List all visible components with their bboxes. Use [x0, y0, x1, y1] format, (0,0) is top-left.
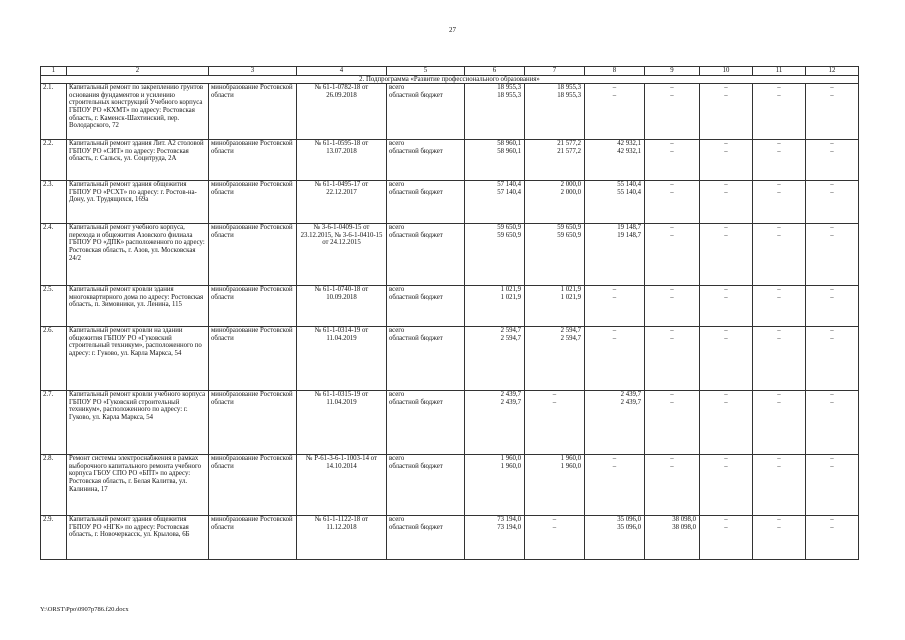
amount-value: –	[612, 84, 617, 92]
amount-c12	[806, 224, 859, 286]
amount-c11	[753, 516, 806, 560]
amount-value: –	[830, 462, 834, 470]
amount-value: –	[724, 334, 728, 342]
amount-c11	[753, 455, 806, 516]
amount-value: –	[830, 224, 834, 232]
amount-value: 21 577,2	[557, 147, 581, 155]
amount-c8	[585, 455, 645, 516]
amount-c6	[465, 327, 525, 391]
amount-value: –	[830, 231, 834, 239]
executor: минобразование Ростовской области	[209, 84, 297, 140]
funding-source	[387, 224, 465, 286]
amount-value: 59 650,9	[557, 231, 581, 239]
table-row	[41, 516, 859, 560]
amount-value: –	[670, 224, 674, 232]
amount-value: 2 000,0	[560, 181, 581, 189]
amount-value: –	[830, 181, 834, 189]
event-name: Капитальный ремонт здания общежития ГБПОУ РО «РСХТ» по адресу: г. Ростов-на-Дону, ул. Трудящихся, 169а	[67, 181, 209, 224]
amount-value: 2 594,7	[560, 327, 581, 335]
amount-value: 38 098,0	[672, 516, 696, 524]
amount-c9	[645, 84, 700, 140]
amount-value: –	[777, 327, 781, 335]
amount-value: –	[777, 286, 781, 294]
amount-c10	[700, 181, 753, 224]
amount-c12	[806, 455, 859, 516]
subprogram-row	[41, 75, 859, 84]
amount-c10	[700, 84, 753, 140]
amount-value: –	[612, 334, 617, 342]
executor: минобразование Ростовской области	[209, 327, 297, 391]
amount-value: –	[777, 398, 781, 406]
amount-value: 42 932,1	[617, 147, 641, 155]
amount-c7	[525, 455, 585, 516]
amount-value: –	[777, 523, 781, 531]
amount-value: –	[670, 231, 674, 239]
amount-value: –	[777, 391, 781, 399]
executor: минобразование Ростовской области	[209, 455, 297, 516]
amount-c11	[753, 181, 806, 224]
amount-value: –	[552, 398, 557, 406]
funding-source-line: областной бюджет	[389, 462, 443, 470]
column-number-4: 4	[297, 67, 387, 76]
subprogram-title: 2. Подпрограмма «Развитие профессионального образования»	[41, 75, 859, 84]
amount-value: –	[777, 188, 781, 196]
amount-value: –	[670, 84, 674, 92]
amount-value: –	[724, 327, 728, 335]
amount-c11	[753, 286, 806, 327]
amount-value: 2 594,7	[500, 327, 521, 335]
column-number-6: 6	[465, 67, 525, 76]
event-name: Капитальный ремонт кровли здания многоквартирного дома по адресу: Ростовская область, п. Зимовники, ул. Ленина, 115	[67, 286, 209, 327]
funding-source-line: областной бюджет	[389, 523, 443, 531]
event-name: Капитальный ремонт по закреплению грунтов основания фундаментов и усилению строительных конструкций Учебного корпуса ГБПОУ РО «КХМТ» по адресу: Ростовская область, г. Каменск-Шахтинский, пер. Володарского, 72	[67, 84, 209, 140]
amount-value: 58 960,1	[497, 147, 521, 155]
amount-value: –	[777, 334, 781, 342]
executor: минобразование Ростовской области	[209, 391, 297, 455]
column-number-9: 9	[645, 67, 700, 76]
amount-value: 1 960,0	[500, 455, 521, 463]
amount-value: –	[777, 140, 781, 148]
document-number: № 61-1-0782-18 от 26.09.2018	[297, 84, 387, 140]
amount-value: –	[830, 391, 834, 399]
amount-c11	[753, 84, 806, 140]
amount-value: 59 650,9	[497, 224, 521, 232]
amount-c8	[585, 286, 645, 327]
amount-value: –	[830, 188, 834, 196]
amount-value: 1 960,0	[560, 462, 581, 470]
amount-value: –	[724, 224, 728, 232]
amount-c8	[585, 391, 645, 455]
amount-c11	[753, 391, 806, 455]
amount-c10	[700, 391, 753, 455]
amount-value: –	[777, 224, 781, 232]
page-number: 27	[449, 26, 456, 34]
amount-value: 1 960,0	[500, 462, 521, 470]
amount-c8	[585, 84, 645, 140]
amount-c12	[806, 516, 859, 560]
amount-c12	[806, 181, 859, 224]
amount-value: –	[670, 327, 674, 335]
amount-value: 59 650,9	[497, 231, 521, 239]
amount-c8	[585, 181, 645, 224]
amount-c9	[645, 286, 700, 327]
funding-source-line: областной бюджет	[389, 188, 443, 196]
table-row	[41, 327, 859, 391]
funding-source-line: всего	[389, 455, 405, 463]
amount-c9	[645, 140, 700, 181]
document-number: № 61-1-0315-19 от 11.04.2019	[297, 391, 387, 455]
funding-source	[387, 391, 465, 455]
amount-c12	[806, 84, 859, 140]
amount-value: 19 148,7	[617, 224, 641, 232]
funding-source-line: всего	[389, 224, 405, 232]
amount-value: 18 955,3	[557, 84, 581, 92]
amount-value: –	[724, 455, 728, 463]
amount-c10	[700, 286, 753, 327]
table-row	[41, 84, 859, 140]
amount-value: 2 439,7	[500, 391, 521, 399]
amount-value: 21 577,2	[557, 140, 581, 148]
amount-value: –	[724, 286, 728, 294]
amount-value: –	[724, 391, 728, 399]
amount-c9	[645, 391, 700, 455]
row-number: 2.3.	[41, 181, 67, 224]
amount-value: 18 955,3	[497, 91, 521, 99]
amount-value: –	[777, 455, 781, 463]
document-number: № 61-1-0595-18 от 13.07.2018	[297, 140, 387, 181]
amount-value: 18 955,3	[557, 91, 581, 99]
amount-value: –	[670, 91, 674, 99]
amount-value: 55 140,4	[617, 188, 641, 196]
amount-value: –	[724, 84, 728, 92]
amount-value: –	[612, 455, 617, 463]
table-row	[41, 224, 859, 286]
amount-c12	[806, 140, 859, 181]
amount-value: –	[724, 462, 728, 470]
amount-c9	[645, 224, 700, 286]
funding-source-line: областной бюджет	[389, 334, 443, 342]
amount-value: –	[777, 181, 781, 189]
amount-value: 58 960,1	[497, 140, 521, 148]
funding-source-line: всего	[389, 140, 405, 148]
footer-file-path: Y:\ORST\Ppo\0907p786.f20.docx	[40, 606, 129, 613]
table-row	[41, 455, 859, 516]
amount-c7	[525, 286, 585, 327]
amount-c10	[700, 224, 753, 286]
column-number-8: 8	[585, 67, 645, 76]
amount-c11	[753, 140, 806, 181]
funding-source	[387, 84, 465, 140]
executor: минобразование Ростовской области	[209, 516, 297, 560]
amount-c6	[465, 181, 525, 224]
funding-source	[387, 455, 465, 516]
funding-source-line: всего	[389, 327, 405, 335]
amount-c9	[645, 181, 700, 224]
amount-value: –	[830, 398, 834, 406]
amount-c8	[585, 327, 645, 391]
amount-value: –	[830, 147, 834, 155]
document-number: № 61-1-1122-18 от 11.12.2018	[297, 516, 387, 560]
amount-value: –	[552, 516, 557, 524]
row-number: 2.9.	[41, 516, 67, 560]
amount-c12	[806, 327, 859, 391]
amount-value: –	[612, 327, 617, 335]
amount-value: –	[830, 293, 834, 301]
table-row	[41, 391, 859, 455]
amount-value: –	[670, 334, 674, 342]
document-number: № 61-1-0740-18 от 10.09.2018	[297, 286, 387, 327]
event-name: Капитальный ремонт здания общежития ГБПОУ РО «НГК» по адресу: Ростовская область, г. Новочеркасск, ул. Крылова, 6Б	[67, 516, 209, 560]
amount-c6	[465, 455, 525, 516]
column-number-12: 12	[806, 67, 859, 76]
amount-value: –	[724, 181, 728, 189]
amount-c9	[645, 516, 700, 560]
amount-value: –	[830, 286, 834, 294]
amount-value: –	[612, 462, 617, 470]
amount-value: –	[670, 286, 674, 294]
event-name: Капитальный ремонт здания Лит. А2 столовой ГБПОУ РО «СИТ» по адресу: Ростовская область, г. Сальск, ул. Социтруда, 2А	[67, 140, 209, 181]
funding-source-line: областной бюджет	[389, 293, 443, 301]
executor: минобразование Ростовской области	[209, 224, 297, 286]
amount-c6	[465, 516, 525, 560]
amount-c8	[585, 140, 645, 181]
amount-c11	[753, 224, 806, 286]
amount-value: 55 140,4	[617, 181, 641, 189]
amount-value: –	[724, 147, 728, 155]
amount-value: –	[777, 293, 781, 301]
executor: минобразование Ростовской области	[209, 286, 297, 327]
amount-value: –	[830, 327, 834, 335]
event-name: Капитальный ремонт кровли на здании общежития ГБПОУ РО «Гуковский строительный техникум», расположенного по адресу: г. Гуково, ул. Карла Маркса, 54	[67, 327, 209, 391]
document-number: № 3-6-1-0409-15 от 23.12.2015, № 3-6-1-0410-15 от 24.12.2015	[297, 224, 387, 286]
document-number: № Р-61-3-6-1-1003-14 от 14.10.2014	[297, 455, 387, 516]
amount-c7	[525, 224, 585, 286]
amount-c6	[465, 140, 525, 181]
amount-c11	[753, 327, 806, 391]
amount-value: –	[612, 293, 617, 301]
document-number: № 61-1-0314-19 от 11.04.2019	[297, 327, 387, 391]
row-number: 2.2.	[41, 140, 67, 181]
amount-value: 1 021,9	[560, 293, 581, 301]
row-number: 2.5.	[41, 286, 67, 327]
column-number-11: 11	[753, 67, 806, 76]
amount-value: –	[670, 188, 674, 196]
amount-value: –	[830, 523, 834, 531]
amount-value: 1 021,9	[560, 286, 581, 294]
amount-value: 1 960,0	[560, 455, 581, 463]
executor: минобразование Ростовской области	[209, 140, 297, 181]
amount-value: 2 439,7	[620, 398, 641, 406]
amount-c7	[525, 140, 585, 181]
amount-value: –	[670, 462, 674, 470]
amount-value: 1 021,9	[500, 293, 521, 301]
amount-c7	[525, 391, 585, 455]
column-number-10: 10	[700, 67, 753, 76]
amount-value: –	[724, 140, 728, 148]
amount-value: 73 194,0	[497, 516, 521, 524]
amount-c10	[700, 455, 753, 516]
amount-value: –	[670, 398, 674, 406]
amount-value: 1 021,9	[500, 286, 521, 294]
amount-value: –	[724, 398, 728, 406]
amount-value: 2 594,7	[560, 334, 581, 342]
amount-value: –	[777, 84, 781, 92]
amount-c8	[585, 516, 645, 560]
funding-source-line: всего	[389, 84, 405, 92]
funding-source-line: областной бюджет	[389, 91, 443, 99]
event-name: Капитальный ремонт учебного корпуса, перехода и общежития Азовского филиала ГБПОУ РО «ДПК» расположенного по адресу: Ростовская область, г. Азов, ул. Московская 24/2	[67, 224, 209, 286]
funding-source	[387, 516, 465, 560]
amount-value: 2 439,7	[620, 391, 641, 399]
amount-value: –	[670, 293, 674, 301]
amount-value: –	[830, 455, 834, 463]
row-number: 2.6.	[41, 327, 67, 391]
amount-value: –	[777, 147, 781, 155]
funding-source	[387, 181, 465, 224]
amount-value: –	[670, 391, 674, 399]
amount-c7	[525, 327, 585, 391]
amount-c7	[525, 181, 585, 224]
amount-value: –	[552, 391, 557, 399]
amount-value: –	[830, 140, 834, 148]
amount-value: 57 140,4	[497, 188, 521, 196]
amount-value: 19 148,7	[617, 231, 641, 239]
amount-value: 57 140,4	[497, 181, 521, 189]
column-number-3: 3	[209, 67, 297, 76]
amount-value: 59 650,9	[557, 224, 581, 232]
table-row	[41, 140, 859, 181]
amount-c10	[700, 327, 753, 391]
column-number-row	[41, 67, 859, 76]
amount-c6	[465, 286, 525, 327]
amount-value: 2 439,7	[500, 398, 521, 406]
amount-c10	[700, 140, 753, 181]
amount-c7	[525, 84, 585, 140]
funding-source-line: всего	[389, 516, 405, 524]
amount-value: 38 098,0	[672, 523, 696, 531]
amount-value: –	[830, 84, 834, 92]
amount-value: 2 594,7	[500, 334, 521, 342]
amount-value: 73 194,0	[497, 523, 521, 531]
program-table	[40, 66, 859, 560]
funding-source	[387, 286, 465, 327]
document-number: № 61-1-0495-17 от 22.12.2017	[297, 181, 387, 224]
amount-c9	[645, 455, 700, 516]
amount-value: –	[724, 293, 728, 301]
amount-value: –	[724, 231, 728, 239]
amount-c12	[806, 286, 859, 327]
amount-c6	[465, 391, 525, 455]
amount-c12	[806, 391, 859, 455]
event-name: Ремонт системы электроснабжения в рамках выборочного капитального ремонта учебного корпуса ГБОУ СПО РО «БПТ» по адресу: Ростовская область, г. Белая Калитва, ул. Калинина, 17	[67, 455, 209, 516]
column-number-7: 7	[525, 67, 585, 76]
row-number: 2.8.	[41, 455, 67, 516]
amount-value: –	[670, 147, 674, 155]
table-row	[41, 181, 859, 224]
amount-value: –	[830, 334, 834, 342]
amount-value: –	[777, 516, 781, 524]
row-number: 2.1.	[41, 84, 67, 140]
funding-source-line: всего	[389, 286, 405, 294]
executor: минобразование Ростовской области	[209, 181, 297, 224]
amount-value: –	[724, 188, 728, 196]
amount-value: –	[612, 286, 617, 294]
row-number: 2.7.	[41, 391, 67, 455]
column-number-2: 2	[67, 67, 209, 76]
table-row	[41, 286, 859, 327]
amount-value: 42 932,1	[617, 140, 641, 148]
funding-source-line: областной бюджет	[389, 147, 443, 155]
amount-value: –	[670, 140, 674, 148]
funding-source-line: областной бюджет	[389, 231, 443, 239]
amount-c6	[465, 84, 525, 140]
amount-c8	[585, 224, 645, 286]
event-name: Капитальный ремонт кровли учебного корпуса ГБПОУ РО «Гуковский строительный техникум», расположенного по адресу: г. Гуково, ул. Карла Маркса, 54	[67, 391, 209, 455]
amount-value: –	[830, 516, 834, 524]
funding-source-line: всего	[389, 391, 405, 399]
amount-value: 2 000,0	[560, 188, 581, 196]
amount-value: –	[724, 516, 728, 524]
amount-c10	[700, 516, 753, 560]
amount-value: –	[612, 91, 617, 99]
amount-value: 18 955,3	[497, 84, 521, 92]
amount-value: –	[777, 462, 781, 470]
amount-value: –	[777, 91, 781, 99]
amount-value: –	[724, 523, 728, 531]
amount-value: –	[670, 181, 674, 189]
funding-source-line: областной бюджет	[389, 398, 443, 406]
amount-value: –	[670, 455, 674, 463]
amount-value: –	[724, 91, 728, 99]
amount-c7	[525, 516, 585, 560]
amount-c6	[465, 224, 525, 286]
amount-value: 35 096,0	[617, 523, 641, 531]
funding-source-line: всего	[389, 181, 405, 189]
amount-value: –	[552, 523, 557, 531]
funding-source	[387, 140, 465, 181]
column-number-1: 1	[41, 67, 67, 76]
amount-value: –	[777, 231, 781, 239]
row-number: 2.4.	[41, 224, 67, 286]
amount-value: 35 096,0	[617, 516, 641, 524]
amount-c9	[645, 327, 700, 391]
column-number-5: 5	[387, 67, 465, 76]
amount-value: –	[830, 91, 834, 99]
funding-source	[387, 327, 465, 391]
